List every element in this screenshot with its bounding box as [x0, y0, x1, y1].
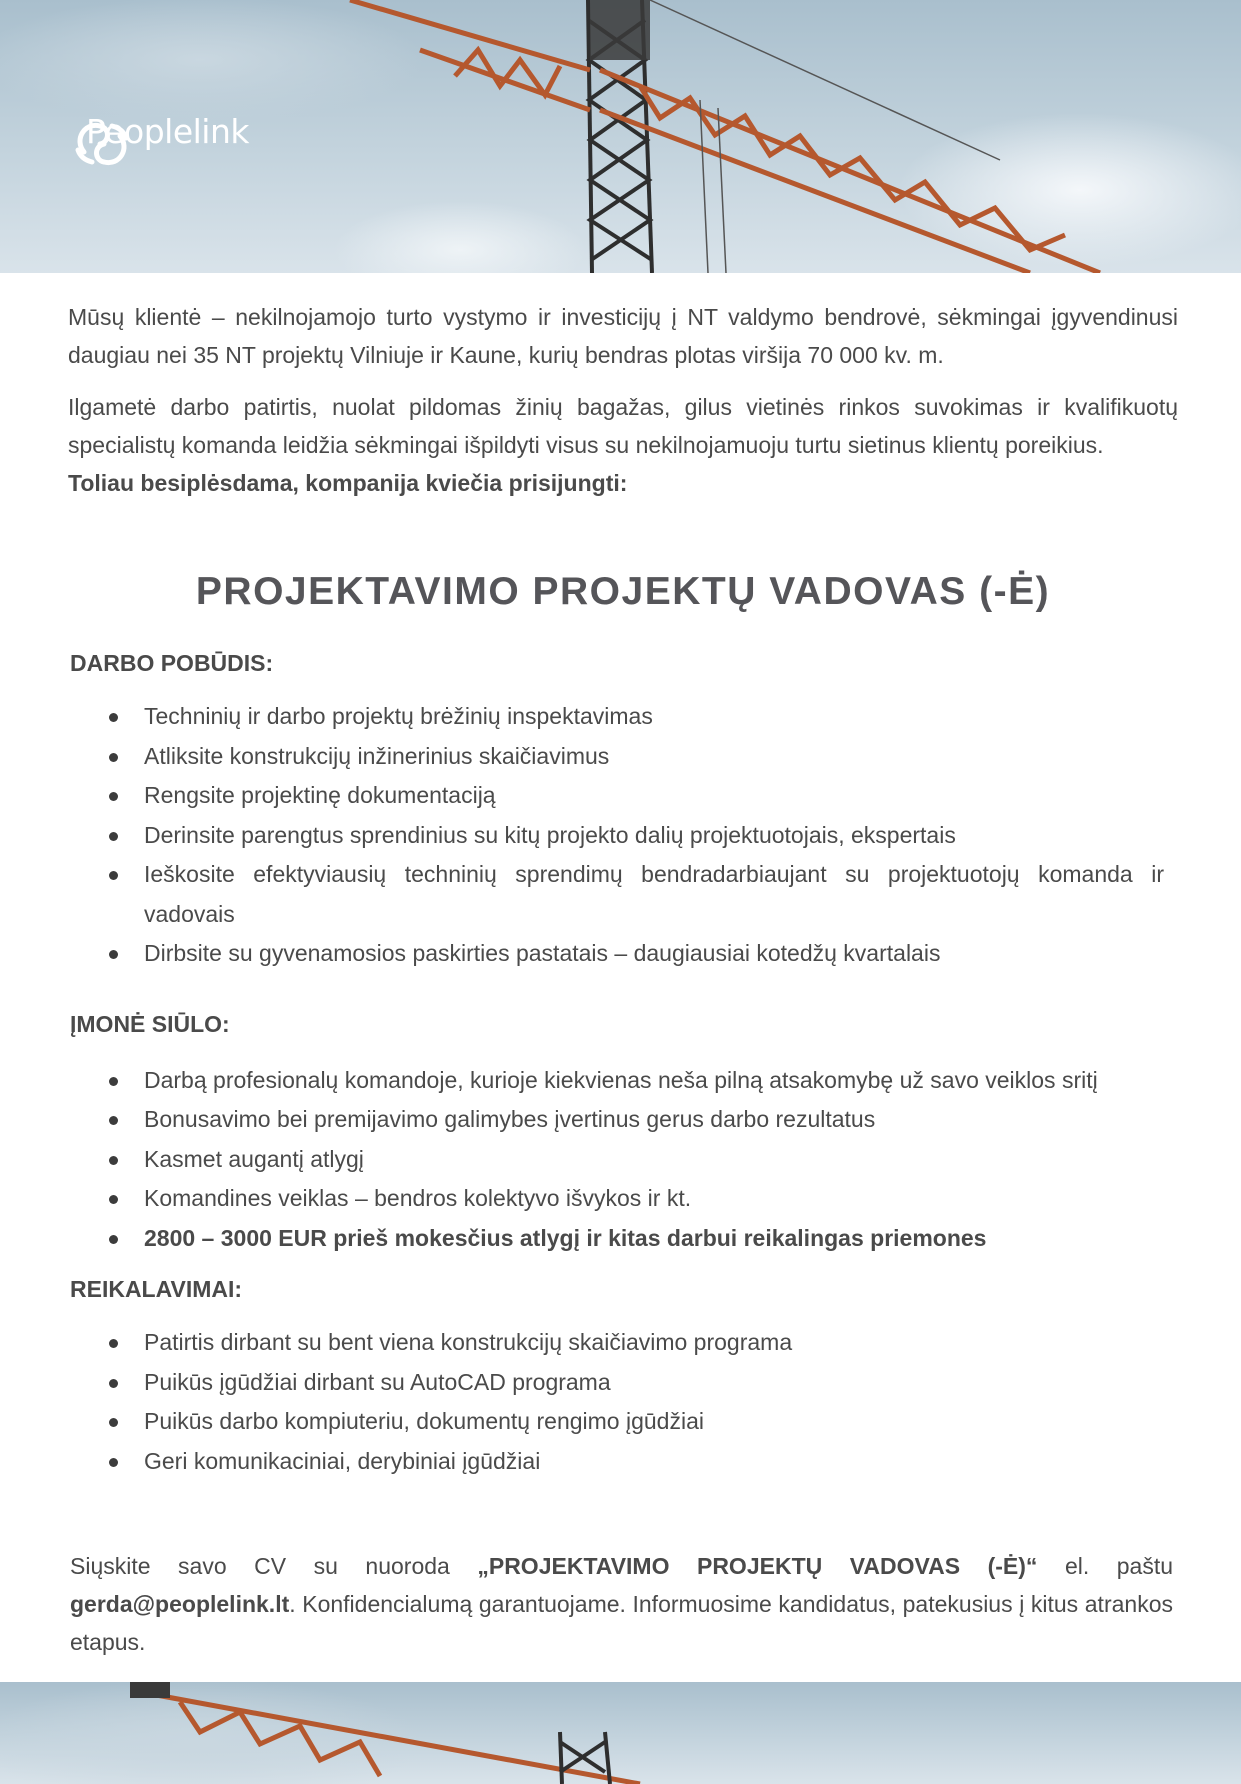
intro-paragraph-2	[68, 388, 1178, 502]
brand-name: Peoplelink	[86, 112, 249, 151]
list-item	[68, 934, 1164, 974]
list-item-text: Puikūs įgūdžiai dirbant su AutoCAD programa	[144, 1368, 611, 1395]
list-item-text: Patirtis dirbant su bent viena konstrukcijų skaičiavimo programa	[144, 1329, 793, 1355]
application-instructions	[70, 1547, 1173, 1661]
job-posting	[68, 298, 1178, 1661]
intro-paragraph-1: Mūsų klientė – nekilnojamojo turto vystymo ir investicijų į NT valdymo bendrovė, sėkmingai įgyvendinusi daugiau nei 35 NT projektų Vilniuje ir Kaune, kurių bendras plotas viršija 70 000 kv. m.	[68, 304, 1178, 368]
bullet-dot-icon	[109, 1418, 118, 1427]
bullet-dot-icon	[109, 1379, 118, 1388]
list-item-text: Atliksite konstrukcijų inžinerinius skaičiavimus	[144, 742, 610, 769]
list-item	[68, 855, 1164, 934]
list-item	[68, 1140, 1164, 1180]
list-item-text: Darbą profesionalų komandoje, kurioje kiekvienas neša pilną atsakomybę už savo veiklos sritį	[144, 1066, 1098, 1093]
bullet-dot-icon	[109, 871, 118, 880]
email-prefix-text: el. paštu	[1037, 1553, 1174, 1579]
brand-logo	[70, 112, 249, 151]
peoplelink-logo-icon	[70, 112, 134, 176]
crane-cab	[590, 0, 650, 60]
list-item	[68, 1442, 1164, 1482]
duties-list	[68, 697, 1178, 974]
list-item	[68, 816, 1164, 856]
bullet-dot-icon	[109, 950, 118, 959]
bullet-dot-icon	[109, 1156, 118, 1165]
send-prefix-text: Siųskite savo CV su nuoroda	[70, 1553, 478, 1579]
list-item-text: Techninių ir darbo projektų brėžinių inspektavimas	[144, 703, 653, 729]
bullet-dot-icon	[109, 1235, 118, 1244]
list-item-text: Kasmet augantį atlygį	[144, 1145, 364, 1172]
header-banner	[0, 0, 1241, 273]
list-item-text: Dirbsite su gyvenamosios paskirties pastatais – daugiausiai kotedžų kvartalais	[144, 940, 941, 966]
intro-paragraph-2-text: Ilgametė darbo patirtis, nuolat pildomas žinių bagažas, gilus vietinės rinkos suvokimas ir kvalifikuotų specialistų komanda leidžia sėkmingai išpildyti visus su nekilnojamuoju turtu sietinus klientų poreikius.	[68, 394, 1178, 458]
section-heading-offer: ĮMONĖ SIŪLO:	[70, 1010, 230, 1037]
requirements-list	[68, 1323, 1178, 1481]
bullet-dot-icon	[109, 792, 118, 801]
crane-hook-block	[130, 1682, 170, 1698]
list-item	[68, 1402, 1164, 1442]
list-item-salary	[68, 1219, 1164, 1259]
bullet-dot-icon	[109, 1116, 118, 1125]
crane-photo-bottom	[0, 1682, 1241, 1784]
bullet-dot-icon	[109, 1077, 118, 1086]
list-item	[68, 737, 1164, 777]
crane-jib	[600, 70, 1100, 273]
bullet-dot-icon	[109, 832, 118, 841]
reference-text: „PROJEKTAVIMO PROJEKTŲ VADOVAS (-Ė)“	[477, 1553, 1038, 1579]
email-link[interactable]: gerda@peoplelink.lt	[70, 1591, 290, 1617]
list-item-text: Ieškosite efektyviausių techninių sprendimų bendradarbiaujant su projektuotojų komanda ir vadovais	[144, 861, 1164, 927]
list-item-text: 2800 – 3000 EUR prieš mokesčius atlygį ir kitas darbui reikalingas priemones	[144, 1224, 987, 1251]
footer-banner	[0, 1682, 1241, 1784]
job-title: PROJEKTAVIMO PROJEKTŲ VADOVAS (-Ė)	[195, 570, 1051, 613]
list-item-text: Derinsite parengtus sprendinius su kitų projekto dalių projektuotojais, ekspertais	[144, 821, 956, 848]
closing-text: . Konfidencialumą garantuojame. Informuosime kandidatus, patekusius į kitus atrankos etapus.	[70, 1591, 1173, 1655]
section-heading-requirements: REIKALAVIMAI:	[70, 1276, 243, 1302]
bullet-dot-icon	[109, 753, 118, 762]
list-item-text: Komandines veiklas – bendros kolektyvo išvykos ir kt.	[144, 1185, 692, 1211]
bullet-dot-icon	[109, 1339, 118, 1348]
list-item-text: Bonusavimo bei premijavimo galimybes įvertinus gerus darbo rezultatus	[144, 1106, 876, 1132]
invite-text: Toliau besiplėsdama, kompanija kviečia prisijungti:	[68, 470, 628, 496]
crane-counter-jib	[350, 0, 590, 110]
list-item-text: Geri komunikaciniai, derybiniai įgūdžiai	[144, 1447, 541, 1474]
list-item	[68, 1061, 1164, 1101]
bullet-dot-icon	[109, 1195, 118, 1204]
bullet-dot-icon	[109, 713, 118, 722]
bullet-dot-icon	[109, 1458, 118, 1467]
list-item-text: Puikūs darbo kompiuteriu, dokumentų rengimo įgūdžiai	[144, 1408, 704, 1434]
section-heading-duties: DARBO POBŪDIS:	[70, 650, 274, 676]
list-item	[68, 1100, 1164, 1140]
list-item	[68, 776, 1164, 816]
list-item-text: Rengsite projektinę dokumentaciją	[144, 782, 496, 808]
list-item	[68, 1179, 1164, 1219]
list-item	[68, 1323, 1164, 1363]
list-item	[68, 1363, 1164, 1403]
offer-list	[68, 1061, 1178, 1259]
list-item	[68, 697, 1164, 737]
